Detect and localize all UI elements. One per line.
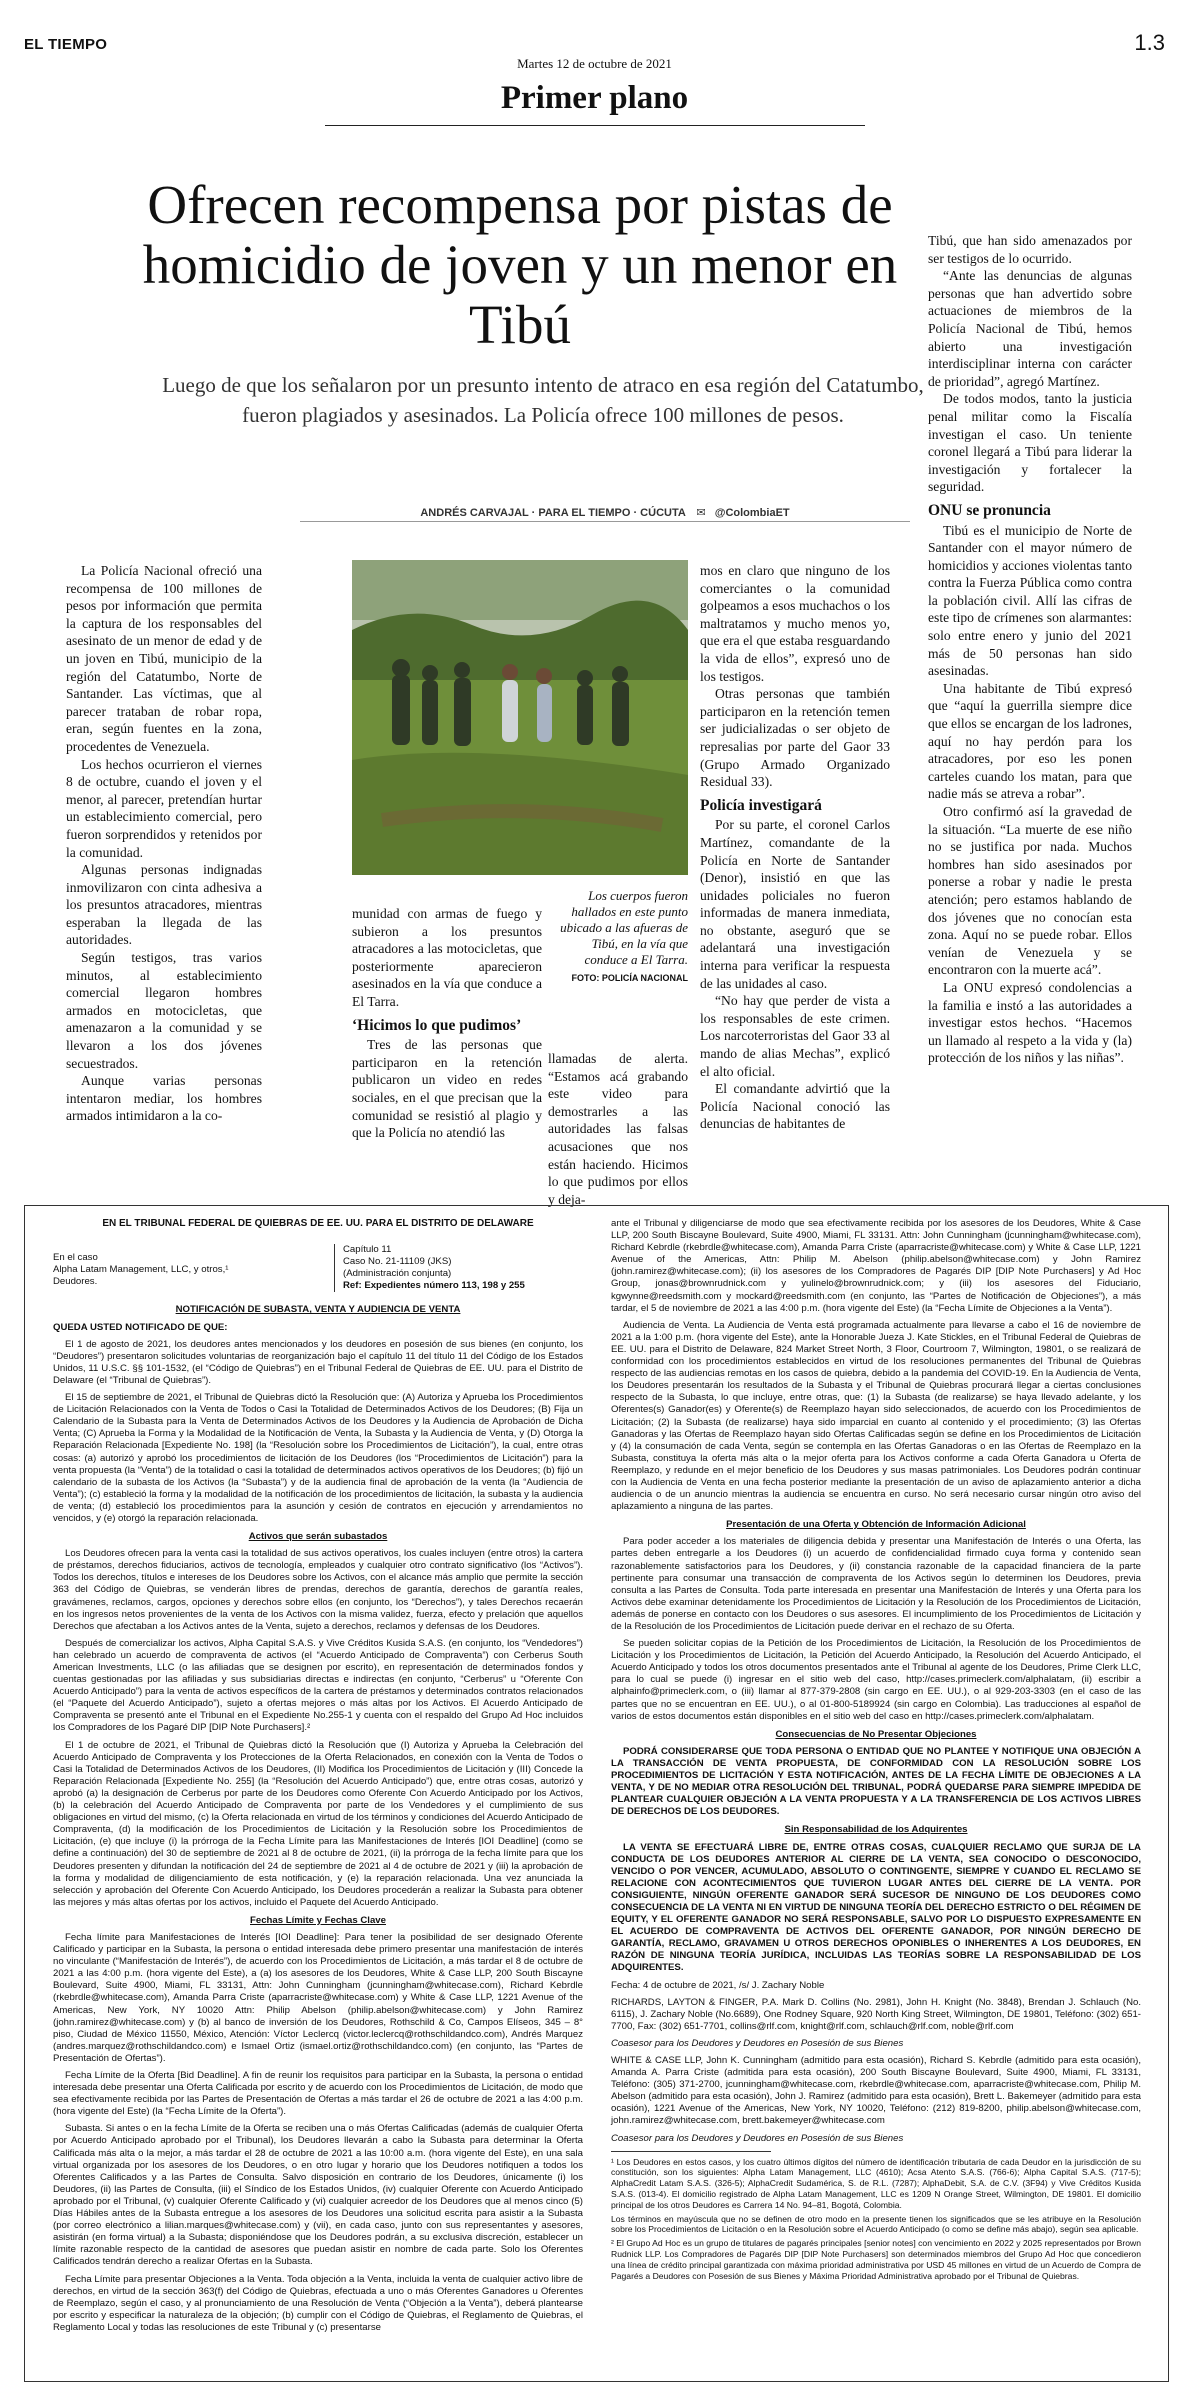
offer-heading: Presentación de una Oferta y Obtención de Información Adicional (726, 1519, 1026, 1531)
case-parties (53, 1244, 313, 1292)
notice-paragraph: ante el Tribunal y diligenciarse de modo que sea efectivamente recibida por los asesores de los Deudores, White & Case LLP, 200 South Biscayne Boulevard, Suite 4900, Miami, FL 33131. Attn: John Cunningham (jcunningham@whitecase.com), Richard Kebrdle (rkebrdle@whitecase.com), Amanda Parra Criste (aparracriste@whitecase.com) y White & Case LLP, 1221 Avenue of the Americas, Attn: Philip M. Abelson (philip.abelson@whitecase.com) y John Ramirez (john.ramirez@whitecase.com); (ii) los asesores de los Compradores de Pagarés DIP [DIP Note Purchasers] y Ad Hoc Group, jonas@brownrudnick.com y yulinelo@brownrudnick.com; y (iii) los asesores del Fiduciario, kgwynne@reedsmith.com y mockard@reedsmith.com (en conjunto, las “Partes de Notificación de Objeciones”), a más tardar, el 5 de noviembre de 2021 a las 4:00 p.m. (hora vigente del Este) (la “Fecha Límite de Objeciones a la Venta”). (611, 1218, 1141, 1314)
chapter: Capítulo 11 (343, 1244, 392, 1256)
notice-paragraph: El 1 de agosto de 2021, los deudores antes mencionados y los deudores en posesión de sus bienes (en conjunto, los “Deudores”) presentaron solicitudes voluntarias de reorganización bajo el capítulo 11 del título 11 del Código de los Estados Unidos, 11 U.S.C. §§ 101-1532, (el “Código de Quiebras”) en el Tribunal Federal de Quiebras de EE. UU. para el Distrito de Delaware (el “Tribunal de Quiebras”). (53, 1338, 583, 1386)
paragraph: Los hechos ocurrieron el viernes 8 de octubre, cuando el joven y el menor, al parecer, pretendían hurtar un establecimiento comercial, pero fueron sorprendidos y retenidos por la comunidad. (66, 756, 262, 860)
no-liability-text: LA VENTA SE EFECTUARÁ LIBRE DE, ENTRE OTRAS COSAS, CUALQUIER RECLAMO QUE SURJA DE LA CONDUCTA DE LOS DEUDORES ANTERIOR AL CIERRE DE LA VENTA, SEA CONOCIDO O DESCONOCIDO, VENCIDO O POR VENCER, ACUMULADO, ABSOLUTO O CONTINGENTE, SIEMPRE Y CUANDO EL RECLAMO SE RELACIONE CON ACONTECIMIENTOS QUE TUVIERON LUGAR ANTES DEL CIERRE DE LA VENTA. POR CONSIGUIENTE, NINGÚN OFERENTE GANADOR SERÁ SUCESOR DE NINGUNO DE LOS DEUDORES COMO CONSECUENCIA DE LA VENTA NI EN VIRTUD DE NINGUNA TEORÍA DEL DERECHO ESTRICTO O DEL RÉGIMEN DE EQUITY, Y EL OFERENTE GANADOR NO SERÁ RESPONSABLE, SALVO POR LO DISPUESTO EXPRESAMENTE EN EL ACUERDO DE COMPRAVENTA DE ACTIVOS DEL OFERENTE GANADOR, POR NINGÚN DERECHO DE GARANTÍA, RECLAMO, GRAVAMEN U OTROS DERECHOS OPONIBLES O INHERENTES A LOS DEUDORES, EN RAZÓN DE NINGUNA TEORÍA JURÍDICA, INCLUIDAS LAS TEORÍAS SOBRE LA RESPONSABILIDAD DE LOS ADQUIRENTES. (611, 1841, 1141, 1974)
legal-notice (24, 1205, 1169, 2382)
page-number: 1.3 (1134, 30, 1165, 55)
masthead: EL TIEMPO (24, 36, 108, 53)
dated-line: Fecha: 4 de octubre de 2021, /s/ J. Zachary Noble (611, 1979, 825, 1991)
news-photo (352, 560, 688, 875)
notice-paragraph: El 1 de octubre de 2021, el Tribunal de Quiebras dictó la Resolución que (I) Autoriza y Aprueba la Celebración del Acuerdo Anticipado de Compraventa y los Protecciones de la Oferta Relacionados, en conexión con la Venta de Todos o Casi la Totalidad de Determinados Activos de los Deudores, (II) Modifica los Procedimientos de Licitación y (III) Concede la Reparación Relacionada [Expediente No. 255] (la “Resolución del Acuerdo Anticipado”) que, entre otras cosas, autorizó y aprobó (a) la designación de Cerberus por parte de los Deudores como Oferente Con Acuerdo Anticipado por los Activos, (b) la celebración del Acuerdo Anticipado de Compraventa por parte de los Vendedores y el cumplimiento de sus obligaciones en virtud del mismo, (c) la Oferta relacionada en virtud de los términos y condiciones del Acuerdo Anticipado de Compraventa, (d) la modificación de los Procedimientos de Licitación y la Resolución sobre los Procedimientos de Licitación, (e) que incluye (i) la prórroga de la Fecha Límite para las Manifestaciones de Interés [IOI Deadline] (como se define a continuación) del 30 de septiembre de 2021 al 8 de octubre de 2021, (ii) la prórroga de la fecha límite para que los Deudores presenten y difundan la notificación del 24 de septiembre de 2021 al 4 de octubre de 2021 y (iii) la aprobación de la forma y modalidad de diligenciamiento de esta notificación, y (e) la reparación relacionada. Una vez anunciada la selección y aprobación del Oferente Con Acuerdo Anticipado, los Deudores procederán a realizar la Subasta para obtener las mejores y más altas ofertas por los activos, incluido el Paquete del Acuerdo Anticipado. (53, 1739, 583, 1908)
twitter-handle[interactable]: @ColombiaET (714, 507, 790, 519)
counsel-role: Coasesor para los Deudores y Deudores en Posesión de sus Bienes (611, 2132, 904, 2144)
notice-title: NOTIFICACIÓN DE SUBASTA, VENTA Y AUDIENCIA DE VENTA (175, 1304, 461, 1316)
consequences-text: PODRÁ CONSIDERARSE QUE TODA PERSONA O ENTIDAD QUE NO PLANTEE Y NOTIFIQUE UNA OBJECIÓN A LA TRANSACCIÓN DE VENTA PROPUESTA, DE CONFORMIDAD CON LA RESOLUCIÓN SOBRE LOS PROCEDIMIENTOS DE LICITACIÓN Y ESTA NOTIFICACIÓN, ANTES DE LA FECHA LÍMITE DE OBJECIONES A LA VENTA, Y DE NO MEDIAR OTRA RESOLUCIÓN DEL TRIBUNAL, PODRÁ QUEDARSE PARA SIEMPRE IMPEDIDA DE PLANTEAR CUALQUIER OBJECIÓN A LA VENTA PROPUESTA Y A LA TRANSFERENCIA DE LOS ACTIVOS LIBRES DE DERECHOS DE LOS DEUDORES. (611, 1745, 1141, 1818)
notice-paragraph: Fecha límite para Manifestaciones de Interés [IOI Deadline]: Para tener la posibilidad de ser designado Oferente Calificado y participar en la Subasta, la persona o entidad interesada debe primero presentar una manifestación de interés no vinculante (“Manifestación de Interés”), de acuerdo con los Procedimientos de Licitación, a más tardar el 8 de octubre de 2021 a las 4:00 p.m. (hora vigente del Este), a (a) los asesores de los Deudores, White & Case LLP, 200 South Biscayne Boulevard, Suite 4900, Miami, FL 33131, Attn: John Cunningham (jcunningham@whitecase.com), Richard Kebrdle (rkebrdle@whitecase.com), Amanda Parra Criste (aparracriste@whitecase.com) y White & Case LLP, 1221 Avenue of the Americas, New York, NY 10020 Attn: Philip Abelson (philip.abelson@whitecase.com) y John Ramirez (john.ramirez@whitecase.com) y (b) al banco de inversión de los Deudores, Rothschild & Co, Campos Elíseos, 345 – 8° piso, Ciudad de México 11550, México, Atención: Víctor Leclercq (victor.leclercq@rothschildandco.com), Andrés Marquez (andres.marquez@rothschildandco.com) e Ismael Ortiz (ismael.ortiz@rothschildandco.com) (en conjunto, las “Partes de Presentación de Ofertas”). (53, 1931, 583, 2064)
footnote: Los términos en mayúscula que no se definen de otro modo en la presente tienen los significados que se les atribuye en la Resolución sobre los Procedimientos de Licitación o en la Resolución sobre el Acuerdo Anticipado (o como se define más abajo), según sea aplicable. (611, 2213, 1141, 2235)
byline (260, 506, 950, 519)
twitter-icon: ✉ (696, 507, 706, 519)
notice-paragraph: Fecha Límite de la Oferta [Bid Deadline]. A fin de reunir los requisitos para participar en la Subasta, la persona o entidad interesada debe presentar una Oferta Calificada por escrito y de acuerdo con los Procedimientos de Licitación, de modo que sea efectivamente recibida por las Partes de Presentación de Ofertas a más tardar el 26 de octubre de 2021 a las 4:00 p.m. (hora vigente del Este) (la “Fecha Límite de la Oferta”). (53, 2070, 583, 2118)
notice-paragraph: Se pueden solicitar copias de la Petición de los Procedimientos de Licitación, la Resolución de los Procedimientos de Licitación y los Procedimientos de Licitación, la Petición del Acuerdo Anticipado, la Resolución del Acuerdo Anticipado, el Acuerdo Anticipado y todos los otros documentos presentados ante el Tribunal al agente de los Deudores, Prime Clerk LLC, para lo cual se puede (i) ingresar en el sitio web del caso, http://cases.primeclerk.com/alphalatam, (ii) escribir a alphainfo@primeclerk.com, o (iii) llamar al 877-379-2808 (sin cargo en EE. UU.), o al 929-203-3303 (en el caso de las partes que no se encuentran en EE. UU.), o al 01-800-5189924 (sin cargo en Colombia). Las traducciones al español de varios de estos documentos están disponibles en el sitio web del caso en http://cases.primeclerk.com/alphalatam. (611, 1638, 1141, 1722)
footnote-rule (611, 2151, 771, 2152)
paragraph: llamadas de alerta. “Estamos acá grabando este video para demostrarles a las autoridades las falsas acusaciones que nos están haciendo. Hicimos lo que pudimos por ellos y deja- (548, 1051, 688, 1207)
subheadline: Luego de que los señalaron por un presunto intento de atraco en esa región del Catatumbo, fueron plagiados y asesinados. La Policía ofrece 100 millones de pesos. (162, 373, 924, 427)
case-numbers (334, 1244, 583, 1292)
case-caption (53, 1244, 583, 1292)
subhead-onu: ONU se pronuncia (928, 501, 1051, 519)
debtor-name: Alpha Latam Management, LLC, y otros,¹ (53, 1264, 229, 1276)
photo-credit: FOTO: POLICÍA NACIONAL (571, 973, 688, 983)
paragraph: Tibú, que han sido amenazados por ser testigos de lo ocurrido. (928, 233, 1132, 266)
notice-paragraph: Subasta. Si antes o en la fecha Límite de la Oferta se reciben una o más Ofertas Calificadas (además de cualquier Oferta por Acuerdo Anticipado aprobado por el Tribunal), los Deudores llevarán a cabo la Subasta para determinar la Oferta Calificada más alta o la mejor, a más tardar el 28 de octubre de 2021 a las 10:00 a.m. (hora vigente del Este), en una sala virtual organizada por los asesores de los Deudores, o en otro lugar y horario que los Deudores notifiquen a todos los Oferentes Calificados y a las Partes de Consulta. Salvo disposición en contrario de los Deudores, únicamente (i) los Deudores, (ii) las Partes de Consulta, (iii) el Síndico de los Estados Unidos, (iv) cualquier Oferente con Acuerdo Anticipado aprobado por el Tribunal, (v) cualquier Oferente Calificado y (vi) cualquier acreedor de los Deudores que al menos cinco (5) Días Hábiles antes de la Subasta entregue a los asesores de los Deudores una solicitud escrita para asistir a la Subasta (por correo electrónico a lilian.marques@whitecase.com) y (vii), en cada caso, junto con sus representantes y asesores, asistirán (en forma virtual) a la Subasta; disponiéndose que los Deudores podrán, a su exclusiva discreción, establecer un límite razonable respecto de la cantidad de asesores que puedan asistir en nombre de cada parte. Solo los Oferentes Calificados tendrán derecho a realizar Ofertas en la Subasta. (53, 2123, 583, 2268)
paragraph: “Ante las denuncias de algunas personas que han advertido sobre actuaciones de miembros de la Policía Nacional de Tibú, hemos abierto una investigación interdisciplinar interna con carácter de prioridad”, agregó Martínez. (928, 268, 1132, 389)
notice-paragraph: Los Deudores ofrecen para la venta casi la totalidad de sus activos operativos, los cuales incluyen (entre otros) la cartera de préstamos, derechos fiduciarios, activos de tecnología, empleados y cualquier otro contrato significativo (los “Activos”). Todos los derechos, títulos e intereses de los Deudores sobre los Activos, con el alcance más amplio que permite la sección 363 del Código de Quiebras, se venderán libres de prendas, derechos de garantía, derechos de garantía reales, gravámenes, reclamos, cargos, opciones y derechos sobre ellos (en conjunto, los “Derechos”), y tales Derechos recaerán en los ingresos netos provenientes de la venta de los Activos con la misma validez, fuerza, efecto y prelación que aquellos Derechos que afectaban a los Activos antes de la Venta, sujeto a derechos, reclamos y defensas de los Deudores. (53, 1548, 583, 1632)
footnotes (611, 2157, 1141, 2282)
subhead-policia: Policía investigará (700, 796, 822, 814)
case-label: En el caso (53, 1252, 98, 1264)
counsel-role: Coasesor para los Deudores y Deudores en Posesión de sus Bienes (611, 2037, 904, 2049)
article-column-1 (66, 562, 262, 1125)
paragraph: Una habitante de Tibú expresó que “aquí la guerrilla siempre dice que ellos se encargan de los ladrones, aquí no hay perdón para los atracadores, por eso les ponen carteles cuando los matan, para que nadie más se atreva a robar”. (928, 680, 1132, 802)
paragraph: Según testigos, tras varios minutos, al establecimiento comercial llegaron hombres armados en motocicletas, que amenazaron a la comunidad y se llevaron a los dos jóvenes secuestrados. (66, 950, 262, 1071)
paragraph: Tibú es el municipio de Norte de Santander con el mayor número de homicidios y acciones violentas tanto contra la Fuerza Pública como contra la población civil. Allí las cifras de este tipo de crímenes son alarmantes: solo entre enero y junio del 2021 más de 50 personas han sido asesinadas. (928, 522, 1132, 679)
byline-rule (300, 521, 910, 522)
paragraph: mos en claro que ninguno de los comerciantes o la comunidad golpeamos a esos muchachos o los maltratamos y mucho menos yo, que era el que estaba resguardando la vida de ellos”, expresó uno de los testigos. (700, 563, 890, 684)
footnote: ¹ Los Deudores en estos casos, y los cuatro últimos dígitos del número de identificación tributaria de cada Deudor en la jurisdicción de su constitución, son los siguientes: Alpha Latam Management, LLC (4610); Acsa Atento S.A.S. (766-6); Alpha Capital S.A.S. (717-5); AlphaCredit Latam S.A.S. (326-5); AlphaCredit Sudamérica, S. de R.L. (7287); AlphaDebit, S.A. de C.V. (3F94) y Vive Créditos Kusida S.A.S. (013-4). El domicilio registrado de Alpha Latam Management, LLC es 1209 N Orange Street, Wilmington, DE 19801. El domicilio principal de los otros Deudores es Carrera 14 No. 94–81, Bogotá, Colombia. (611, 2156, 1141, 2210)
notice-paragraph: Audiencia de Venta. La Audiencia de Venta está programada actualmente para llevarse a cabo el 16 de noviembre de 2021 a la 1:00 p.m. (hora vigente del Este), ante la Honorable Jueza J. Kate Stickles, en el Tribunal Federal de Quiebras de EE. UU. para el Distrito de Delaware, 824 Market Street North, 3 Floor, Courtroom 7, Wilmington, 19801, o se realizará de conformidad con los procedimientos establecidos en virtud de los resoluciones permanentes del Tribunal de Quiebras respecto de las audiencias remotas en los casos de quiebra, debido a la pandemia del COVID-19. En la Audiencia de Venta, los Deudores presentarán los resultados de la Subasta y el Tribunal de Quiebras procurará llegar a ciertas conclusiones respecto de la Subasta, lo que incluye, entre otras, que: (1) la Subasta (de realizarse) se haya llevado adelante, y los Oferentes(s) Ganador(es) y Oferente(s) de Reemplazo hayan sido seleccionados, de acuerdo con los Procedimientos de Licitación; (2) la Subasta (de realizarse) haya sido imparcial en cuanto al contenido y el procedimiento; (3) las Ofertas Ganadoras y las Ofertas de Reemplazo hayan sido Ofertas Calificadas según se define en los Procedimientos de Licitación y (4) la consumación de cada Venta, según se contempla en las Ofertas Ganadoras o en las Ofertas de Reemplazo en la Subasta, constituya la oferta más alta o la mejor oferta para los Activos conforme a cada Oferta Ganadora u Oferta de Reemplazo, y redunde en el mejor beneficio de los Deudores y sus masas patrimoniales. Los Deudores podrán continuar con la Audiencia de Venta en una fecha posterior mediante la presentación de un aviso de aplazamiento anterior a dicha audiencia o de un anuncio mientras la audiencia se encuentra en curso. No será necesario cursar ningún otro aviso del aplazamiento a ninguna de las partes. (611, 1319, 1141, 1513)
docket-refs: Ref: Expedientes número 113, 198 y 255 (343, 1280, 525, 1292)
byline-author: ANDRÉS CARVAJAL · PARA EL TIEMPO · CÚCUTA (420, 507, 686, 519)
paragraph: Algunas personas indignadas inmovilizaron con cinta adhesiva a los presuntos atracadores, mientras esperaban la llegada de las autoridades. (66, 862, 262, 948)
case-number: Caso No. 21-11109 (JKS) (343, 1256, 452, 1268)
paragraph: Aunque varias personas intentaron mediar, los hombres armados intimidaron a la co- (66, 1073, 262, 1124)
paragraph: La Policía Nacional ofreció una recompensa de 100 millones de pesos por información que permita la captura de los responsables del asesinato de un menor de edad y de un joven en Tibú, municipio de la región del Catatumbo, Norte de Santander. Las víctimas, que al parecer trataban de robar ropa, eran, según fuentes en la zona, procedentes de Venezuela. (66, 563, 262, 754)
paragraph: “No hay que perder de vista a los responsables de este crimen. Los narcoterroristas del Gaor 33 al mando de alias Mechas”, explicó el alto oficial. (700, 993, 890, 1079)
paragraph: Otro confirmó así la gravedad de la situación. “La muerte de ese niño no se justifica por nada. Muchos hombres han sido asesinados por ponerse a robar y nadie le presta atención; pero estamos hablando de dos jóvenes que no conocían esta zona. Aquí no se puede robar. Ellos venían de Venezuela y se encontraron con la muerte acá”. (928, 804, 1132, 978)
notice-left-column (53, 1218, 583, 2339)
counsel-rlf: RICHARDS, LAYTON & FINGER, P.A. Mark D. Collins (No. 2981), John H. Knight (No. 3848), Brendan J. Schlauch (No. 6115), J. Zachary Noble (No.6689), One Rodney Square, 920 North King Street, Wilmington, DE 19801, Teléfono: (302) 651-7700, Fax: (302) 651-7701, collins@rlf.com, knight@rlf.com, schlauch@rlf.com, noble@rlf.com (611, 1996, 1141, 2032)
notice-paragraph: Para poder acceder a los materiales de diligencia debida y presentar una Manifestación de Interés o una Oferta, las partes deben entregarle a los Deudores (i) un acuerdo de confidencialidad firmado cuya forma y contenido sean razonablemente satisfactorios para los Deudores, y (ii) constancia razonable de la capacidad financiera de la parte pertinente para consumar una transacción de compraventa de los Activos según lo determinen los Deudores, previa consulta a las Partes de Consulta. Toda parte interesada en presentar una Manifestación de Interés y una Oferta para los Activos debe examinar detenidamente los Procedimientos de Licitación y la Resolución de los Procedimientos de Licitación, además de ponerse en contacto con los Deudores o sus asesores. El incumplimiento de los Procedimientos de Licitación y de la Resolución de los Procedimientos de Licitación puede derivar en el rechazo de su Oferta. (611, 1536, 1141, 1632)
deadlines-heading: Fechas Límite y Fechas Clave (250, 1914, 386, 1926)
subhead-hicimos: ‘Hicimos lo que pudimos’ (352, 1016, 522, 1034)
notice-paragraph: Después de comercializar los activos, Alpha Capital S.A.S. y Vive Créditos Kusida S.A.S. (en conjunto, los “Vendedores”) han celebrado un acuerdo de compraventa de activos (el “Acuerdo Anticipado de Compraventa”) con Cerberus South American Investments, LLC (o las afiliadas que se designen por escrito), en representación de determinados fondos y cuentas gestionadas por las afiliadas y sus subsidiarias directas e indirectas (en conjunto, “Cerberus” u “Oferente Con Acuerdo Anticipado”) para la venta de activos específicos de la cartera de préstamos y determinados contratos relacionados (el “Paquete del Acuerdo Anticipado”), sujeto a ofertas mejores o más altas por los Activos. El Acuerdo Anticipado de Compraventa se presentó ante el Tribunal en el Expediente No.255-1 y cuenta con el respaldo del Grupo Ad Hoc incluidos los Compradores de los Pagaré DIP [DIP Note Purchasers].² (53, 1637, 583, 1734)
footnote: ² El Grupo Ad Hoc es un grupo de titulares de pagarés principales [senior notes] con vencimiento en 2022 y 2025 representados por Brown Rudnick LLP. Los Compradores de Pagarés DIP [DIP Note Purchasers] son determinados miembros del Grupo Ad Hoc que concedieron una línea de crédito principal garantizada con máxima prioridad administrativa por USD 45 millones en virtud de un Acuerdo de Compra de Pagarés a Deudores con Posesión de sus Bienes y Máxima Prioridad Administrativa aprobado por el Tribunal de Quiebras. (611, 2238, 1141, 2281)
paragraph: Tres de las personas que participaron en la retención publicaron un video en redes sociales, en el que precisan que la comunidad se resistió al plagio y que la Policía no atendió las (352, 1037, 542, 1141)
paragraph: munidad con armas de fuego y subieron a los presuntos atracadores a las motocicletas, que posteriormente aparecieron asesinados en la vía que conduce a El Tarra. (352, 906, 542, 1009)
photo-illustration (352, 560, 688, 875)
paragraph: El comandante advirtió que la Policía Nacional conoció las denuncias de habitantes de (700, 1081, 890, 1132)
photo-caption (548, 888, 688, 986)
joint-admin: (Administración conjunta) (343, 1268, 452, 1280)
paragraph: De todos modos, tanto la justicia penal militar como la Fiscalía investigan el caso. Un teniente coronel llegará a Tibú para liderar la investigación y fortalecer la seguridad. (928, 391, 1132, 495)
notice-right-column (611, 1218, 1141, 2284)
notice-paragraph: Fecha Límite para presentar Objeciones a la Venta. Toda objeción a la Venta, incluida la venta de cualquier activo libre de derechos, en virtud de la sección 363(f) del Código de Quiebras, efectuada a uno o más Oferentes Ganadores u Oferentes de Reemplazo, según el caso, y al pronunciamiento de una Resolución de Venta (“Objeción a la Venta”), deberá plantearse por escrito y especificar la naturaleza de la objeción; (b) cumplir con el Código de Quiebras, el Reglamento de Quiebras, el Reglamento Local y todas las resoluciones de este Tribunal y (c) presentarse (53, 2273, 583, 2333)
section-title: Primer plano (500, 80, 689, 116)
article-column-3 (700, 562, 890, 1133)
consequences-heading: Consecuencias de No Presentar Objeciones (775, 1728, 977, 1740)
paragraph: La ONU expresó condolencias a la familia e instó a las autoridades a investigar estos hechos. “Hacemos un llamado al respeto a la vida y (la) protección de los niños y las niñas”. (928, 979, 1132, 1066)
article-column-2-tail (548, 1050, 688, 1208)
notice-paragraph: El 15 de septiembre de 2021, el Tribunal de Quiebras dictó la Resolución que: (A) Autoriza y Aprueba los Procedimientos de Licitación Relacionados con la Venta de Todos o Casi la Totalidad de Determinados Activos de los Deudores; (B) Fija un Calendario de la Subasta para la Venta de Determinados Activos de los Deudores y la Audiencia de Aprobación de Dicha Venta; (C) Aprueba la Forma y la Modalidad de la Notificación de Venta, la Subasta y la Audiencia de Venta, y (D) Otorga la Reparación Relacionada [Expediente No. 198] (la “Resolución sobre los Procedimientos de Licitación”), la cual, entre otras cosas: (a) autorizó y aprobó los procedimientos de licitación de los Deudores (los “Procedimientos de Licitación”) para la venta propuesta (la “Venta”) de la totalidad o casi la totalidad de determinados activos operativos de los Deudores; (b) fijó un calendario de la subasta de los Activos (la “Subasta”) y de la audiencia final de aprobación de la venta (la “Audiencia de Venta”); (c) estableció la forma y la modalidad de la notificación de los procedimientos de licitación, la subasta y la audiencia de venta; (d) estableció los procedimientos para la asunción y cesión de contratos en ejecución y arrendamientos no vencidos, y (e) otorgó la reparación relacionada. (53, 1392, 583, 1524)
caption-text: Los cuerpos fueron hallados en este punto ubicado a las afueras de Tibú, en la vía que conduce a El Tarra. (560, 888, 688, 967)
notified-line: QUEDA USTED NOTIFICADO DE QUE: (53, 1321, 228, 1333)
debtors-label: Deudores. (53, 1276, 98, 1288)
article-column-2 (352, 905, 542, 1142)
paragraph: Otras personas que también participaron en la retención temen ser judicializadas o ser objeto de represalias por parte del Gaor 33 (Grupo Armado Organizado Residual 33). (700, 686, 890, 790)
issue-date: Martes 12 de octubre de 2021 (517, 56, 672, 71)
paragraph: Por su parte, el coronel Carlos Martínez, comandante de la Policía en Norte de Santander (Denor), insistió en que las unidades policiales no fueron informadas de manera inmediata, no obstante, aseguró que se adelantará una investigación interna para verificar la respuesta de las unidades al caso. (700, 817, 890, 991)
court-heading: EN EL TRIBUNAL FEDERAL DE QUIEBRAS DE EE. UU. PARA EL DISTRITO DE DELAWARE (102, 1218, 534, 1229)
section-rule (325, 125, 865, 126)
assets-heading: Activos que serán subastados (248, 1531, 388, 1543)
headline: Ofrecen recompensa por pistas de homicidio de joven y un menor en Tibú (142, 174, 898, 355)
article-column-4 (928, 232, 1132, 1067)
counsel-wc: WHITE & CASE LLP, John K. Cunningham (admitido para esta ocasión), Richard S. Kebrdle (admitido para esta ocasión), Amanda A. Parra Criste (admitida para esta ocasión), 200 South Biscayne Boulevard, Suite 4900, Miami, FL 33131, Teléfono: (305) 371-2700, jcunningham@whitecase.com, rkebrdle@whitecase.com, aparracriste@whitecase.com, Philip M. Abelson (admitido para esta ocasión), John J. Ramirez (admitido para esta ocasión), Brett L. Bakemeyer (admitido para esta ocasión), 1221 Avenue of the Americas, New York, NY 10020, Teléfono: (212) 819-8200, philip.abelson@whitecase.com, john.ramirez@whitecase.com, brett.bakemeyer@whitecase.com (611, 2055, 1141, 2127)
no-liability-heading: Sin Responsabilidad de los Adquirentes (784, 1824, 968, 1836)
